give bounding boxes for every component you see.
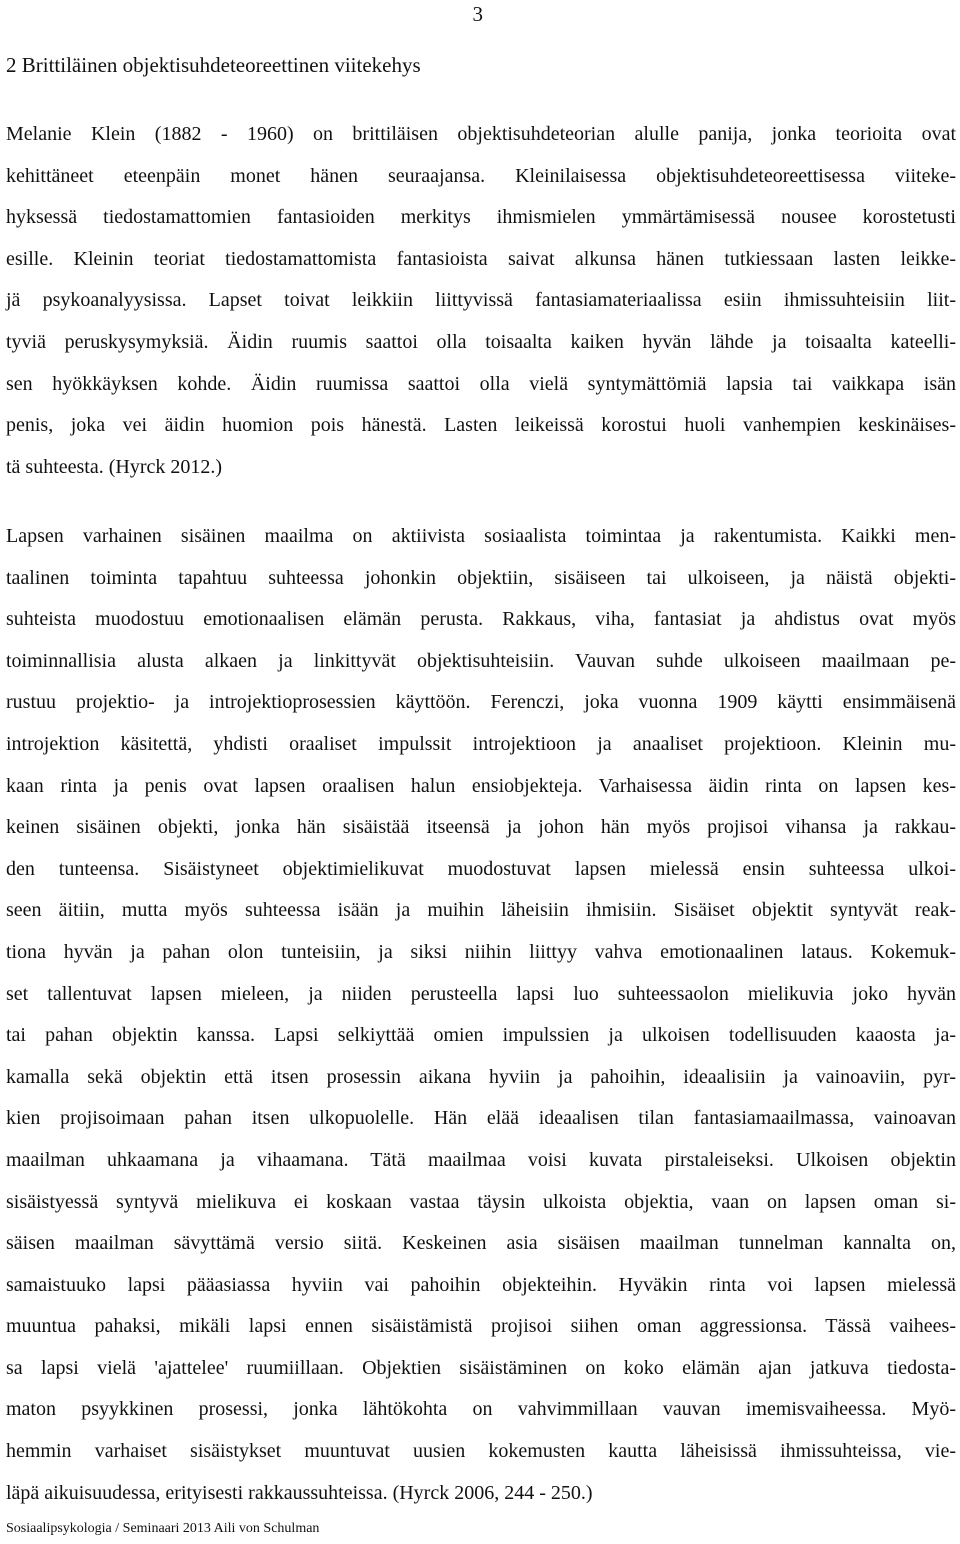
page-number: 3 (472, 2, 483, 26)
paragraph-line: tai pahan objektin kanssa. Lapsi selkiyttää omien impulssien ja ulkoisen todellisuuden kaaosta ja- (6, 1024, 956, 1047)
paragraph-line: introjektion käsitettä, yhdisti oraaliset impulssit introjektioon ja anaaliset projektioon. Kleinin mu- (6, 732, 956, 755)
paragraph-line: samaistuuko lapsi pääasiassa hyviin vai pahoihin objekteihin. Hyväkin rinta voi lapsen mielessä (6, 1273, 956, 1296)
paragraph-line: Melanie Klein (1882 - 1960) on brittiläisen objektisuhdeteorian alulle panija, jonka teorioita ovat (6, 123, 956, 145)
chapter-heading: 2 Brittiläinen objektisuhdeteoreettinen viitekehys (6, 53, 421, 77)
paragraph-line: säisen maailman sävyttämä versio siitä. Keskeinen asia sisäisen maailman tunnelman kannalta on, (6, 1232, 956, 1255)
paragraph-line: penis, joka vei äidin huomion pois hänestä. Lasten leikeissä korostui huoli vanhempien keskinäises- (6, 414, 956, 437)
paragraph-line: sen hyökkäyksen kohde. Äidin ruumissa saattoi olla vielä syntymättömiä lapsia tai vaikkapa isän (6, 372, 956, 395)
paragraph-line: seen äitiin, mutta myös suhteessa isään ja muihin läheisiin ihmisiin. Sisäiset objektit syntyvät reak- (6, 899, 956, 922)
paragraph-line: rustuu projektio- ja introjektioprosessien käyttöön. Ferenczi, joka vuonna 1909 käytti ensimmäisenä (6, 691, 956, 714)
paragraph-line: hyksessä tiedostamattomien fantasioiden merkitys ihmismielen ymmärtämisessä nousee korostetusti (6, 206, 956, 229)
paragraph-line: Lapsen varhainen sisäinen maailma on aktiivista sosiaalista toimintaa ja rakentumista. Kaikki men- (6, 525, 956, 547)
paragraph-line: toiminnallisia alusta alkaen ja linkittyvät objektisuhteisiin. Vauvan suhde ulkoiseen maailmaan pe- (6, 649, 956, 672)
paragraph-line: kien projisoimaan pahan itsen ulkopuolelle. Hän elää ideaalisen tilan fantasiamaailmassa, vainoavan (6, 1107, 956, 1130)
paragraph-line: jä psykoanalyysissa. Lapset toivat leikkiin liittyvissä fantasiamateriaalissa esiin ihmissuhteisiin liit- (6, 289, 956, 312)
paragraph-line: tyviä peruskysymyksiä. Äidin ruumis saattoi olla toisaalta kaiken hyvän lähde ja toisaalta kateelli- (6, 330, 956, 353)
page-footer: Sosiaalipsykologia / Seminaari 2013 Aili von Schulman (6, 1521, 320, 1536)
paragraph-line: esille. Kleinin teoriat tiedostamattomista fantasioista saivat alkunsa hänen tutkiessaan lasten leikke- (6, 247, 956, 270)
paragraph-line: muuntua pahaksi, mikäli lapsi ennen sisäistämistä projisoi siihen oman aggressionsa. Tässä vaihees- (6, 1315, 956, 1338)
paragraph-line-last: läpä aikuisuudessa, erityisesti rakkaussuhteissa. (Hyrck 2006, 244 - 250.) (6, 1481, 593, 1504)
paragraph-line: keinen sisäinen objekti, jonka hän sisäistää itseensä ja johon hän myös projisoi vihansa ja rakkau- (6, 816, 956, 839)
paragraph-line: hemmin varhaiset sisäistykset muuntuvat uusien kokemusten kautta läheisissä ihmissuhteissa, vie- (6, 1440, 956, 1463)
paragraph-line: taalinen toiminta tapahtuu suhteessa johonkin objektiin, sisäiseen tai ulkoiseen, ja näistä objekti- (6, 566, 956, 589)
paragraph-line: sisäistyessä syntyvä mielikuva ei koskaan vastaa täysin ulkoista objektia, vaan on lapsen oman si- (6, 1190, 956, 1213)
paragraph-line: kehittäneet eteenpäin monet hänen seuraajansa. Kleinilaisessa objektisuhdeteoreettisessa viiteke- (6, 164, 956, 187)
paragraph-1 (6, 114, 956, 488)
paragraph-line: den tunteensa. Sisäistyneet objektimielikuvat muodostuvat lapsen mielessä ensin suhteessa ulkoi- (6, 857, 956, 880)
paragraph-line: tiona hyvän ja pahan olon tunteisiin, ja siksi niihin liittyy vahva emotionaalinen lataus. Kokemuk- (6, 940, 956, 963)
paragraph-line: kamalla sekä objektin että itsen prosessin aikana hyviin ja pahoihin, ideaalisiin ja vainoaviin, pyr- (6, 1065, 956, 1088)
paragraph-line: set tallentuvat lapsen mieleen, ja niiden perusteella lapsi luo suhteessaolon mielikuvia joko hyvän (6, 982, 956, 1005)
paragraph-line: maton psyykkinen prosessi, jonka lähtökohta on vahvimmillaan vauvan imemisvaiheessa. Myö- (6, 1398, 956, 1421)
paragraph-line: kaan rinta ja penis ovat lapsen oraalisen halun ensiobjekteja. Varhaisessa äidin rinta on lapsen kes- (6, 774, 956, 797)
paragraph-line-last: tä suhteesta. (Hyrck 2012.) (6, 455, 223, 478)
paragraph-line: sa lapsi vielä 'ajattelee' ruumiillaan. Objektien sisäistäminen on koko elämän ajan jatkuva tiedosta- (6, 1356, 956, 1379)
paragraph-line: suhteista muodostuu emotionaalisen elämän perusta. Rakkaus, viha, fantasiat ja ahdistus ovat myös (6, 608, 956, 631)
paragraph-2 (6, 516, 956, 1514)
paragraph-line: maailman uhkaamana ja vihaamana. Tätä maailmaa voisi kuvata pirstaleiseksi. Ulkoisen objektin (6, 1148, 956, 1171)
